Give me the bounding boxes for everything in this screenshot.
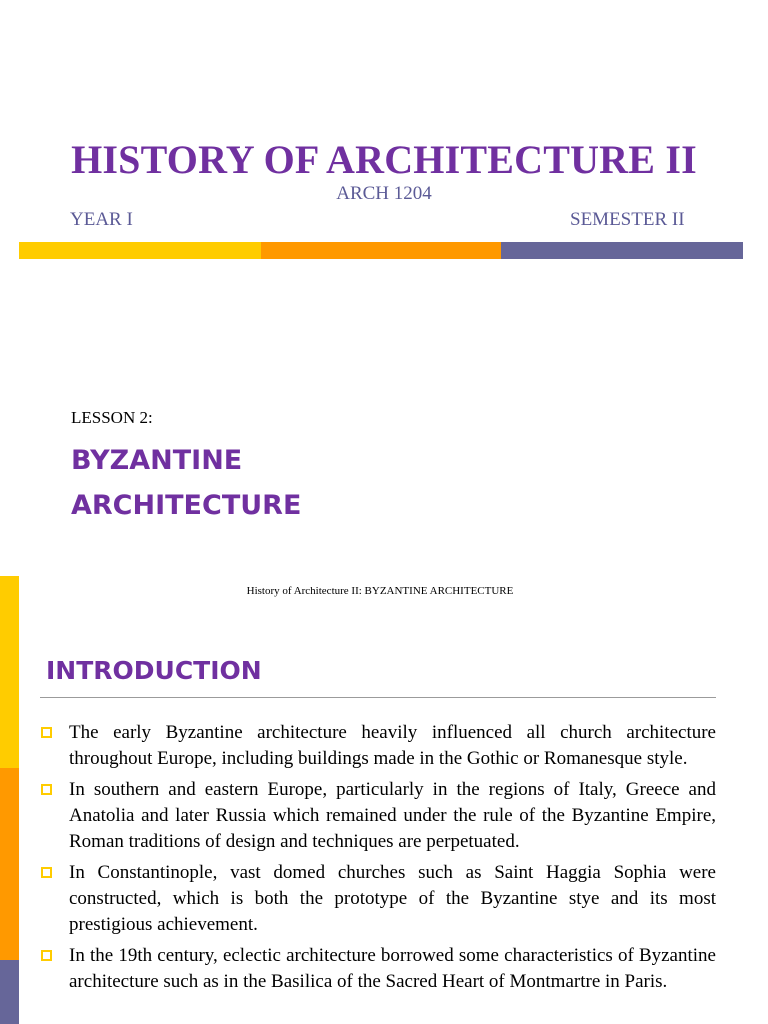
bullet-list (40, 720, 716, 1000)
bullet-text: The early Byzantine architecture heavily influenced all church architecture throughout Europe, including buildings made in the Gothic or Romanesque style. (69, 722, 716, 769)
section-heading: INTRODUCTION (46, 656, 262, 685)
sidebar-band-orange (0, 768, 19, 960)
list-item (40, 943, 716, 995)
year-label: YEAR I (70, 209, 133, 230)
bullet-text: In Constantinople, vast domed churches such as Saint Haggia Sophia were constructed, which is both the prototype of the Byzantine stye and its most prestigious achievement. (69, 862, 716, 935)
hollow-square-bullet-icon (41, 784, 52, 795)
lesson-title-line-2: ARCHITECTURE (71, 490, 302, 521)
sidebar-band-yellow (0, 576, 19, 768)
list-item (40, 720, 716, 772)
color-band-yellow (19, 242, 261, 259)
heading-divider (40, 697, 716, 698)
slide-footer: History of Architecture II: BYZANTINE ARCHITECTURE (246, 585, 514, 597)
hollow-square-bullet-icon (41, 727, 52, 738)
sidebar-band-slate (0, 960, 19, 1024)
course-title: HISTORY OF ARCHITECTURE II (71, 137, 697, 182)
list-item (40, 777, 716, 855)
hollow-square-bullet-icon (41, 950, 52, 961)
semester-label: SEMESTER II (570, 209, 685, 230)
bullet-text: In southern and eastern Europe, particularly in the regions of Italy, Greece and Anatolia and later Russia which remained under the rule of the Byzantine Empire, Roman traditions of design and techniques are perpetuated. (69, 779, 716, 852)
bullet-text: In the 19th century, eclectic architecture borrowed some characteristics of Byzantine architecture such as in the Basilica of the Sacred Heart of Montmartre in Paris. (69, 945, 716, 992)
lesson-title (71, 438, 301, 528)
lesson-label: LESSON 2: (71, 408, 153, 427)
lesson-title-line-1: BYZANTINE (71, 445, 243, 476)
course-code: ARCH 1204 (336, 183, 432, 204)
hollow-square-bullet-icon (41, 867, 52, 878)
color-band-orange (261, 242, 501, 259)
color-band-slate (501, 242, 743, 259)
list-item (40, 860, 716, 938)
